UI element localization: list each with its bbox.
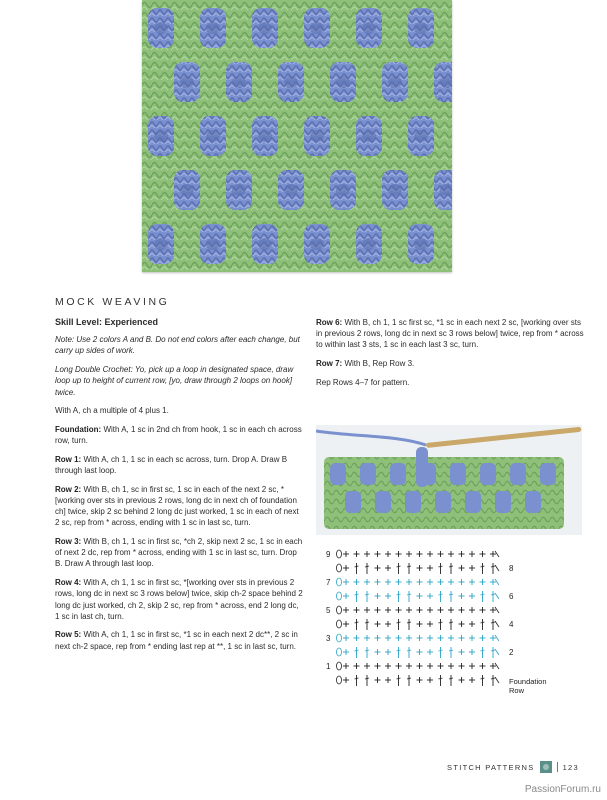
- stitch-knot: [232, 76, 246, 88]
- chain-symbol: [337, 592, 342, 600]
- row-label: Row 1:: [55, 454, 82, 464]
- long-dc-bar: [449, 566, 453, 567]
- chain-symbol: [337, 606, 342, 614]
- long-dc-bar: [491, 594, 495, 595]
- row-text: With B, ch 1, sc in first sc, 1 sc in each of the next 2 sc, *[working over sts in previous 2 rows, long dc in next ch of foundation ch] twice, skip 2 sc behind 2 long dc just worked, 1 sc in each of next 2 sc, rep from * across, ending with 1 sc in last sc, turn.: [55, 484, 299, 528]
- row-text: With B, ch 1, 1 sc first sc, *1 sc in each next 2 sc, [working over sts in previous 2 rows, long dc in next sc 3 rows below] twice, rep from * across to within last 3 sts, 1 sc in each last 3 sc, turn.: [316, 318, 584, 350]
- swatch-illustration: [142, 0, 452, 272]
- row-label: Foundation:: [55, 424, 102, 434]
- row-number-left: 3: [326, 634, 331, 643]
- stitch-knot: [206, 238, 220, 250]
- stitch-knot: [310, 238, 324, 250]
- row-3: [55, 536, 305, 570]
- stitch-knot: [414, 238, 428, 250]
- long-dc-bar: [407, 678, 411, 679]
- chain-symbol: [337, 634, 342, 642]
- working-loop: [416, 447, 428, 487]
- swatch-in-progress-photo: [316, 425, 582, 535]
- stitch-knot: [414, 130, 428, 142]
- stitch-diagram: [323, 545, 585, 697]
- long-dc-bar: [407, 622, 411, 623]
- long-dc-bar: [407, 566, 411, 567]
- long-dc-bar: [491, 566, 495, 567]
- turn-arrow: [495, 677, 499, 683]
- long-dc-bar: [439, 622, 443, 623]
- row-number-left: 5: [326, 606, 331, 615]
- long-dc-bar: [365, 622, 369, 623]
- stitch-knot: [206, 22, 220, 34]
- long-dc-bar: [481, 622, 485, 623]
- long-dc-bar: [481, 594, 485, 595]
- row-number-left: 7: [326, 578, 331, 587]
- long-dc-bar: [365, 678, 369, 679]
- long-dc-bar: [355, 678, 359, 679]
- long-dc-bar: [355, 622, 359, 623]
- foundation-label: Row: [509, 686, 525, 695]
- row-text: With A, 1 sc in 2nd ch from hook, 1 sc in each ch across row, turn.: [55, 424, 302, 446]
- long-dc-bar: [365, 566, 369, 567]
- long-dc-bar: [397, 594, 401, 595]
- page-number: 123: [562, 762, 579, 772]
- stitch-knot: [154, 22, 168, 34]
- long-dc-bar: [365, 650, 369, 651]
- stitch-knot: [388, 184, 402, 196]
- row-4: [55, 577, 305, 622]
- long-dc-bar: [491, 622, 495, 623]
- turn-arrow: [495, 565, 499, 571]
- stitch-knot: [258, 238, 272, 250]
- page-footer: [447, 761, 579, 773]
- long-dc-bar: [355, 566, 359, 567]
- footer-divider: [557, 762, 558, 772]
- blue-weave-block: [435, 491, 451, 513]
- long-dc-bar: [397, 678, 401, 679]
- row-text: With A, ch 1, 1 sc in first sc, *[working over sts in previous 2 rows, long dc in next sc 3 rows below] twice, skip ch-2 space behind 2 long dc just worked, ch 2, skip 2 sc, rep from * across, end 2 long dc, 1 sc in last ch, turn.: [55, 578, 303, 621]
- long-dc-bar: [439, 650, 443, 651]
- stitch-knot: [414, 22, 428, 34]
- chain-symbol: [337, 648, 342, 656]
- row-number-right: 8: [509, 564, 514, 573]
- long-dc-bar: [449, 594, 453, 595]
- row-text: With A, ch 1, 1 sc in first sc, *1 sc in each next 2 dc**, 2 sc in next ch-2 space, rep from * ending last rep at **, 1 sc in last sc, turn.: [55, 630, 298, 651]
- long-dc-bar: [407, 594, 411, 595]
- stitch-knot: [258, 22, 272, 34]
- instructions-right-column: [316, 317, 584, 396]
- blue-weave-block: [375, 491, 391, 513]
- long-dc-bar: [355, 650, 359, 651]
- row-5: [55, 629, 305, 651]
- section-badge-icon: [540, 761, 552, 773]
- long-dc-bar: [449, 650, 453, 651]
- blue-weave-block: [495, 491, 511, 513]
- row-number-left: 9: [326, 550, 331, 559]
- long-dc-bar: [449, 678, 453, 679]
- row-6: [316, 317, 584, 351]
- intro-text: With A, ch a multiple of 4 plus 1.: [55, 406, 169, 416]
- long-dc-bar: [481, 566, 485, 567]
- row-label: Row 5:: [55, 630, 82, 640]
- row-label: Row 2:: [55, 484, 82, 494]
- row-number-right: 2: [509, 648, 514, 657]
- blue-weave-block: [540, 463, 556, 485]
- long-dc-bar: [481, 650, 485, 651]
- row-text: With A, ch 1, 1 sc in each sc across, turn. Drop A. Draw B through last loop.: [55, 454, 288, 476]
- row-7: [316, 358, 584, 369]
- stitch-chart-svg: [323, 545, 585, 697]
- chain-symbol: [337, 564, 342, 572]
- blue-weave-block: [480, 463, 496, 485]
- row-label: Row 7:: [316, 359, 343, 369]
- long-dc-bar: [439, 594, 443, 595]
- long-dc-bar: [491, 650, 495, 651]
- turn-arrow: [495, 593, 499, 599]
- long-dc-bar: [439, 678, 443, 679]
- section-title: MOCK WEAVING: [55, 296, 170, 308]
- long-dc-bar: [397, 650, 401, 651]
- stitch-knot: [284, 184, 298, 196]
- repeat-instruction: Rep Rows 4–7 for pattern.: [316, 377, 410, 387]
- chain-symbol: [337, 620, 342, 628]
- long-dc-bar: [365, 594, 369, 595]
- long-dc-bar: [491, 678, 495, 679]
- row-text: With B, ch 1, 1 sc in first sc, *ch 2, skip next 2 sc, 1 sc in each of next 2 dc, rep from * across, ending with 1 sc in last sc, turn. Drop B. Draw A through last loop.: [55, 537, 303, 569]
- chain-symbol: [337, 676, 342, 684]
- stitch-knot: [362, 22, 376, 34]
- chain-symbol: [337, 550, 342, 558]
- blue-weave-block: [405, 491, 421, 513]
- blue-weave-block: [345, 491, 361, 513]
- blue-weave-block: [510, 463, 526, 485]
- swatch-photo: [142, 0, 452, 272]
- row-label: Row 4:: [55, 578, 82, 588]
- blue-weave-block: [465, 491, 481, 513]
- long-dc-bar: [355, 594, 359, 595]
- stitch-knot: [336, 76, 350, 88]
- stitch-knot: [258, 130, 272, 142]
- stitch-knot: [180, 184, 194, 196]
- skill-level: Skill Level: Experienced: [55, 317, 159, 327]
- swatch-with-hook-illustration: [316, 425, 582, 535]
- row-foundation: [55, 424, 305, 446]
- row-2: [55, 484, 305, 529]
- row-label: Row 6:: [316, 318, 343, 327]
- watermark: PassionForum.ru: [524, 784, 601, 795]
- stitch-knot: [232, 184, 246, 196]
- stitch-knot: [388, 76, 402, 88]
- note-long-double-crochet: Long Double Crochet: Yo, pick up a loop in designated space, draw loop up to height of current row, [yo, draw through 2 loops on hook] twice.: [55, 365, 294, 397]
- foundation-label: Foundation: [509, 677, 547, 686]
- row-label: Row 3:: [55, 537, 82, 547]
- row-number-right: 6: [509, 592, 514, 601]
- stitch-knot: [284, 76, 298, 88]
- long-dc-bar: [407, 650, 411, 651]
- blue-weave-block: [450, 463, 466, 485]
- footer-section: STITCH PATTERNS: [447, 762, 535, 772]
- stitch-knot: [336, 184, 350, 196]
- long-dc-bar: [439, 566, 443, 567]
- stitch-knot: [180, 76, 194, 88]
- long-dc-bar: [397, 566, 401, 567]
- stitch-knot: [154, 238, 168, 250]
- row-number-right: 4: [509, 620, 514, 629]
- blue-weave-block: [360, 463, 376, 485]
- long-dc-bar: [449, 622, 453, 623]
- blue-weave-block: [330, 463, 346, 485]
- stitch-knot: [206, 130, 220, 142]
- chain-symbol: [337, 662, 342, 670]
- blue-weave-block: [390, 463, 406, 485]
- turn-arrow: [495, 649, 499, 655]
- stitch-knot: [310, 22, 324, 34]
- chain-symbol: [337, 578, 342, 586]
- stitch-knot: [362, 130, 376, 142]
- stitch-knot: [310, 130, 324, 142]
- turn-arrow: [495, 621, 499, 627]
- row-number-left: 1: [326, 662, 331, 671]
- long-dc-bar: [481, 678, 485, 679]
- instructions-left-column: [55, 317, 305, 659]
- long-dc-bar: [397, 622, 401, 623]
- blue-weave-block: [525, 491, 541, 513]
- stitch-knot: [154, 130, 168, 142]
- note-colors: Note: Use 2 colors A and B. Do not end colors after each change, but carry up sides of work.: [55, 335, 300, 356]
- row-1: [55, 454, 305, 476]
- stitch-knot: [362, 238, 376, 250]
- row-text: With B, Rep Row 3.: [342, 359, 415, 369]
